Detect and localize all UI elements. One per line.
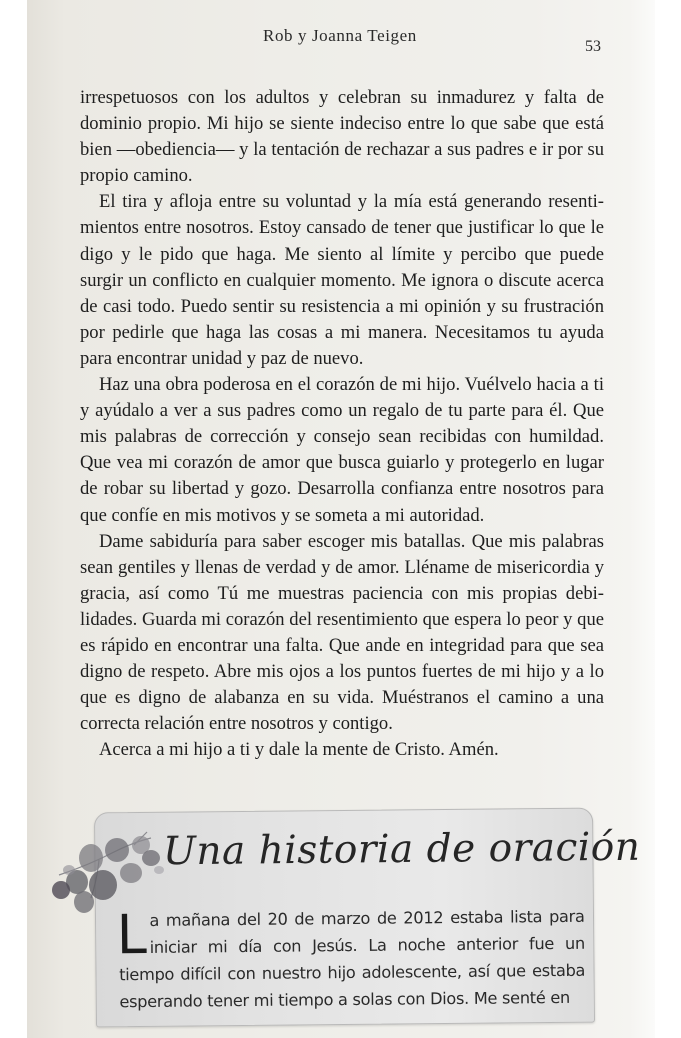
eucalyptus-leaves-icon (39, 820, 169, 915)
paragraph: irrespetuosos con los adultos y celebran su inmadurez y falta de dominio propio. Mi hijo se siente indeciso entre lo que sabe que está bien —obediencia— y la tentación de rechazar a sus padres e ir por su propio camino. (80, 87, 604, 187)
running-head-title: Rob y Joanna Teigen (263, 26, 417, 45)
paragraph: El tira y afloja entre su voluntad y la mía está generando resentimientos entre nosotros. Estoy cansado de tener que justificar lo que le digo y le pido que haga. Me siento al límite y percibo que puede surgir un conflicto en cualquier momento. Me ignora o discute acerca de casi todo. Puedo sentir su resistencia a mi opinión y su frustración por pedirle que haga las cosas a mi manera. Necesitamos tu ayuda para encontrar unidad y paz de nuevo. (80, 191, 604, 369)
paragraph: Acerca a mi hijo a ti y dale la mente de Cristo. Amén. (99, 739, 499, 761)
book-page (27, 0, 655, 1038)
story-paragraph: a mañana del 20 de marzo de 2012 estaba lista para iniciar mi día con Jesús. La noche anterior fue un tiempo difícil con nuestro hijo adolescente, así que estaba esperando tener mi tiempo a solas con Dios. Me senté en (119, 906, 586, 1012)
drop-cap: L (116, 902, 147, 967)
story-box-text (118, 903, 585, 1015)
page-number: 53 (585, 38, 601, 55)
story-box-title: Una historia de oración (162, 824, 641, 875)
paragraph: Dame sabiduría para saber escoger mis batallas. Que mis palabras sean gentiles y llenas de verdad y de amor. Lléname de misericordia y gracia, así como Tú me muestras paciencia con mis propias debilidades. Guarda mi corazón del resentimiento que espera lo peor y que es rápido en encontrar una falta. Que ande en integridad para que sea digno de respeto. Abre mis ojos a los puntos fuertes de mi hijo y a lo que es digno de alabanza en su vida. Muéstranos el camino a una correcta relación entre nosotros y contigo. (80, 530, 604, 735)
prayer-body-text (80, 85, 604, 763)
paragraph: Haz una obra poderosa en el corazón de mi hijo. Vuélvelo hacia a ti y ayúdalo a ver a sus padres como un regalo de tu parte para él. Que mis palabras de corrección y consejo sean recibidas con humildad. Que vea mi corazón de amor que busca guiarlo y protegerlo en lugar de robar su libertad y gozo. Desarrolla confianza entre nosotros para que confíe en mis motivos y se someta a mi autoridad. (80, 374, 604, 526)
